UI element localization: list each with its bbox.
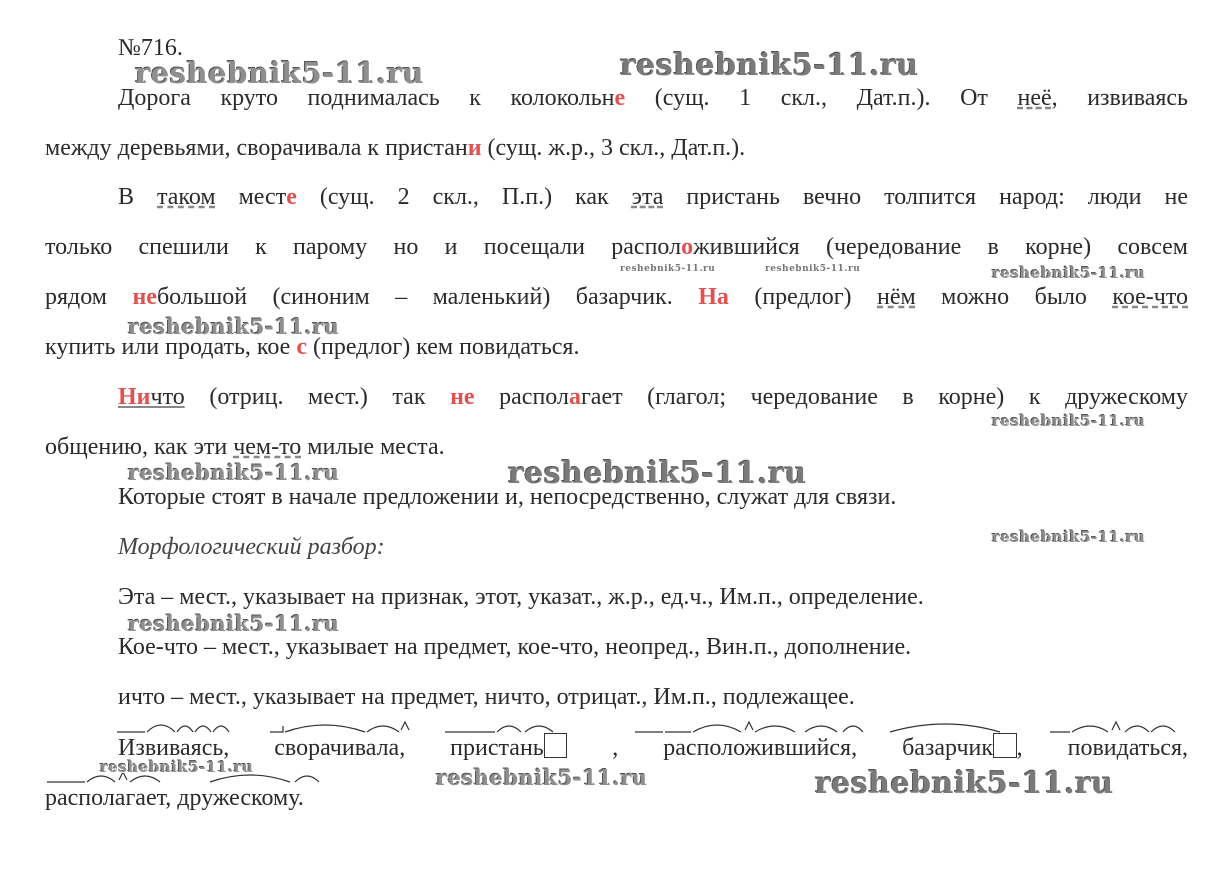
paragraph1-line1: Дорога круто поднималась к колокольне (сущ. 1 скл., Дат.п.). От неё, извиваясь: [118, 85, 1189, 111]
note-line: Которые стоят в начале предложении и, непосредственно, служат для связи.: [118, 484, 897, 510]
morph-line: ичто – мест., указывает на предмет, ничто, отрицат., Им.п., подлежащее.: [118, 684, 855, 710]
watermark: reshebnik5-11.ru: [992, 412, 1146, 430]
paragraph2-line1: В таком месте (сущ. 2 скл., П.п.) как эта пристань вечно толпится народ: люди не: [118, 184, 1188, 210]
ending-box: [993, 733, 1017, 758]
ending-box: [544, 733, 568, 758]
paragraph3-line2: общению, как эти чем-то милые места.: [45, 434, 445, 460]
parse-line-1: Извиваясь, сворачивала, пристань , расположившийся, базарчик , повидаться,: [118, 734, 1188, 761]
watermark: reshebnik5-11.ru: [436, 765, 648, 790]
watermark: reshebnik5-11.ru: [100, 758, 254, 776]
parse-word: базарчик ,: [902, 734, 1023, 761]
watermark: reshebnik5-11.ru: [815, 766, 1114, 801]
parse-word: пристань: [450, 735, 567, 761]
watermark: reshebnik5-11.ru: [620, 48, 919, 83]
parse-line-2: располагает, дружескому.: [45, 785, 304, 811]
watermark: reshebnik5-11.ru: [128, 314, 340, 339]
paragraph2-line4: купить или продать, кое с (предлог) кем повидаться.: [45, 334, 580, 360]
watermark: reshebnik5-11.ru: [128, 460, 340, 485]
watermark: reshebnik5-11.ru: [620, 264, 716, 274]
watermark: reshebnik5-11.ru: [128, 611, 340, 636]
watermark: reshebnik5-11.ru: [992, 528, 1146, 546]
task-number: №716.: [118, 35, 183, 61]
morph-heading: Морфологический разбор:: [118, 534, 385, 560]
morph-line: Эта – мест., указывает на признак, этот, указат., ж.р., ед.ч., Им.п., определение.: [118, 584, 924, 610]
watermark: reshebnik5-11.ru: [765, 264, 861, 274]
paragraph1-line2: между деревьями, сворачивала к пристани (сущ. ж.р., 3 скл., Дат.п.).: [45, 135, 746, 161]
watermark: reshebnik5-11.ru: [992, 264, 1146, 282]
morph-line: Кое-что – мест., указывает на предмет, кое-что, неопред., Вин.п., дополнение.: [118, 634, 912, 660]
paragraph2-line3: рядом небольшой (синоним – маленький) базарчик. На (предлог) нём можно было кое-что: [45, 284, 1189, 310]
paragraph2-line2: только спешили к парому но и посещали расположившийся (чередование в корне) совсем: [45, 234, 1188, 260]
watermark: reshebnik5-11.ru: [508, 456, 807, 491]
watermark: reshebnik5-11.ru: [135, 56, 425, 90]
paragraph3-line1: Ничто (отриц. мест.) так не располагает (глагол; чередование в корне) к дружескому: [118, 384, 1188, 410]
